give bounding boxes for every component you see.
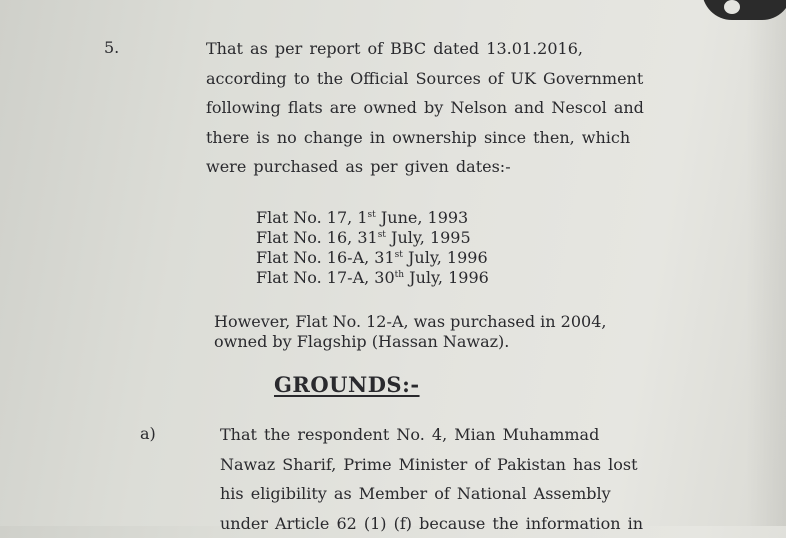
paragraph-number: 5.	[104, 38, 119, 57]
ground-line: his eligibility as Member of National Assembly	[220, 479, 650, 509]
ground-line: That the respondent No. 4, Mian Muhammad	[220, 420, 650, 450]
paragraph-line: That as per report of BBC dated 13.01.2016,	[206, 34, 636, 64]
paragraph-line: following flats are owned by Nelson and Nescol and	[206, 93, 636, 123]
ground-line: Nawaz Sharif, Prime Minister of Pakistan has lost	[220, 450, 650, 480]
however-line: However, Flat No. 12-A, was purchased in 2004,	[214, 312, 606, 332]
ground-item-letter: a)	[140, 424, 156, 443]
however-paragraph	[214, 312, 606, 352]
paragraph-line: according to the Official Sources of UK Government	[206, 64, 636, 94]
flat-item: Flat No. 16-A, 31st July, 1996	[256, 248, 489, 268]
page-shadow	[746, 0, 786, 526]
flat-item: Flat No. 17, 1st June, 1993	[256, 208, 489, 228]
paragraph-5-text	[206, 34, 636, 182]
ground-line: under Article 62 (1) (f) because the information in	[220, 509, 650, 538]
corner-ink-mark	[702, 0, 786, 20]
flat-item: Flat No. 17-A, 30th July, 1996	[256, 268, 489, 288]
paragraph-line: were purchased as per given dates:-	[206, 152, 636, 182]
flat-item: Flat No. 16, 31st July, 1995	[256, 228, 489, 248]
flats-list	[256, 208, 489, 288]
however-line: owned by Flagship (Hassan Nawaz).	[214, 332, 606, 352]
ground-item-a-text	[220, 420, 650, 538]
grounds-heading: GROUNDS:-	[274, 372, 420, 397]
paragraph-line: there is no change in ownership since then, which	[206, 123, 636, 153]
